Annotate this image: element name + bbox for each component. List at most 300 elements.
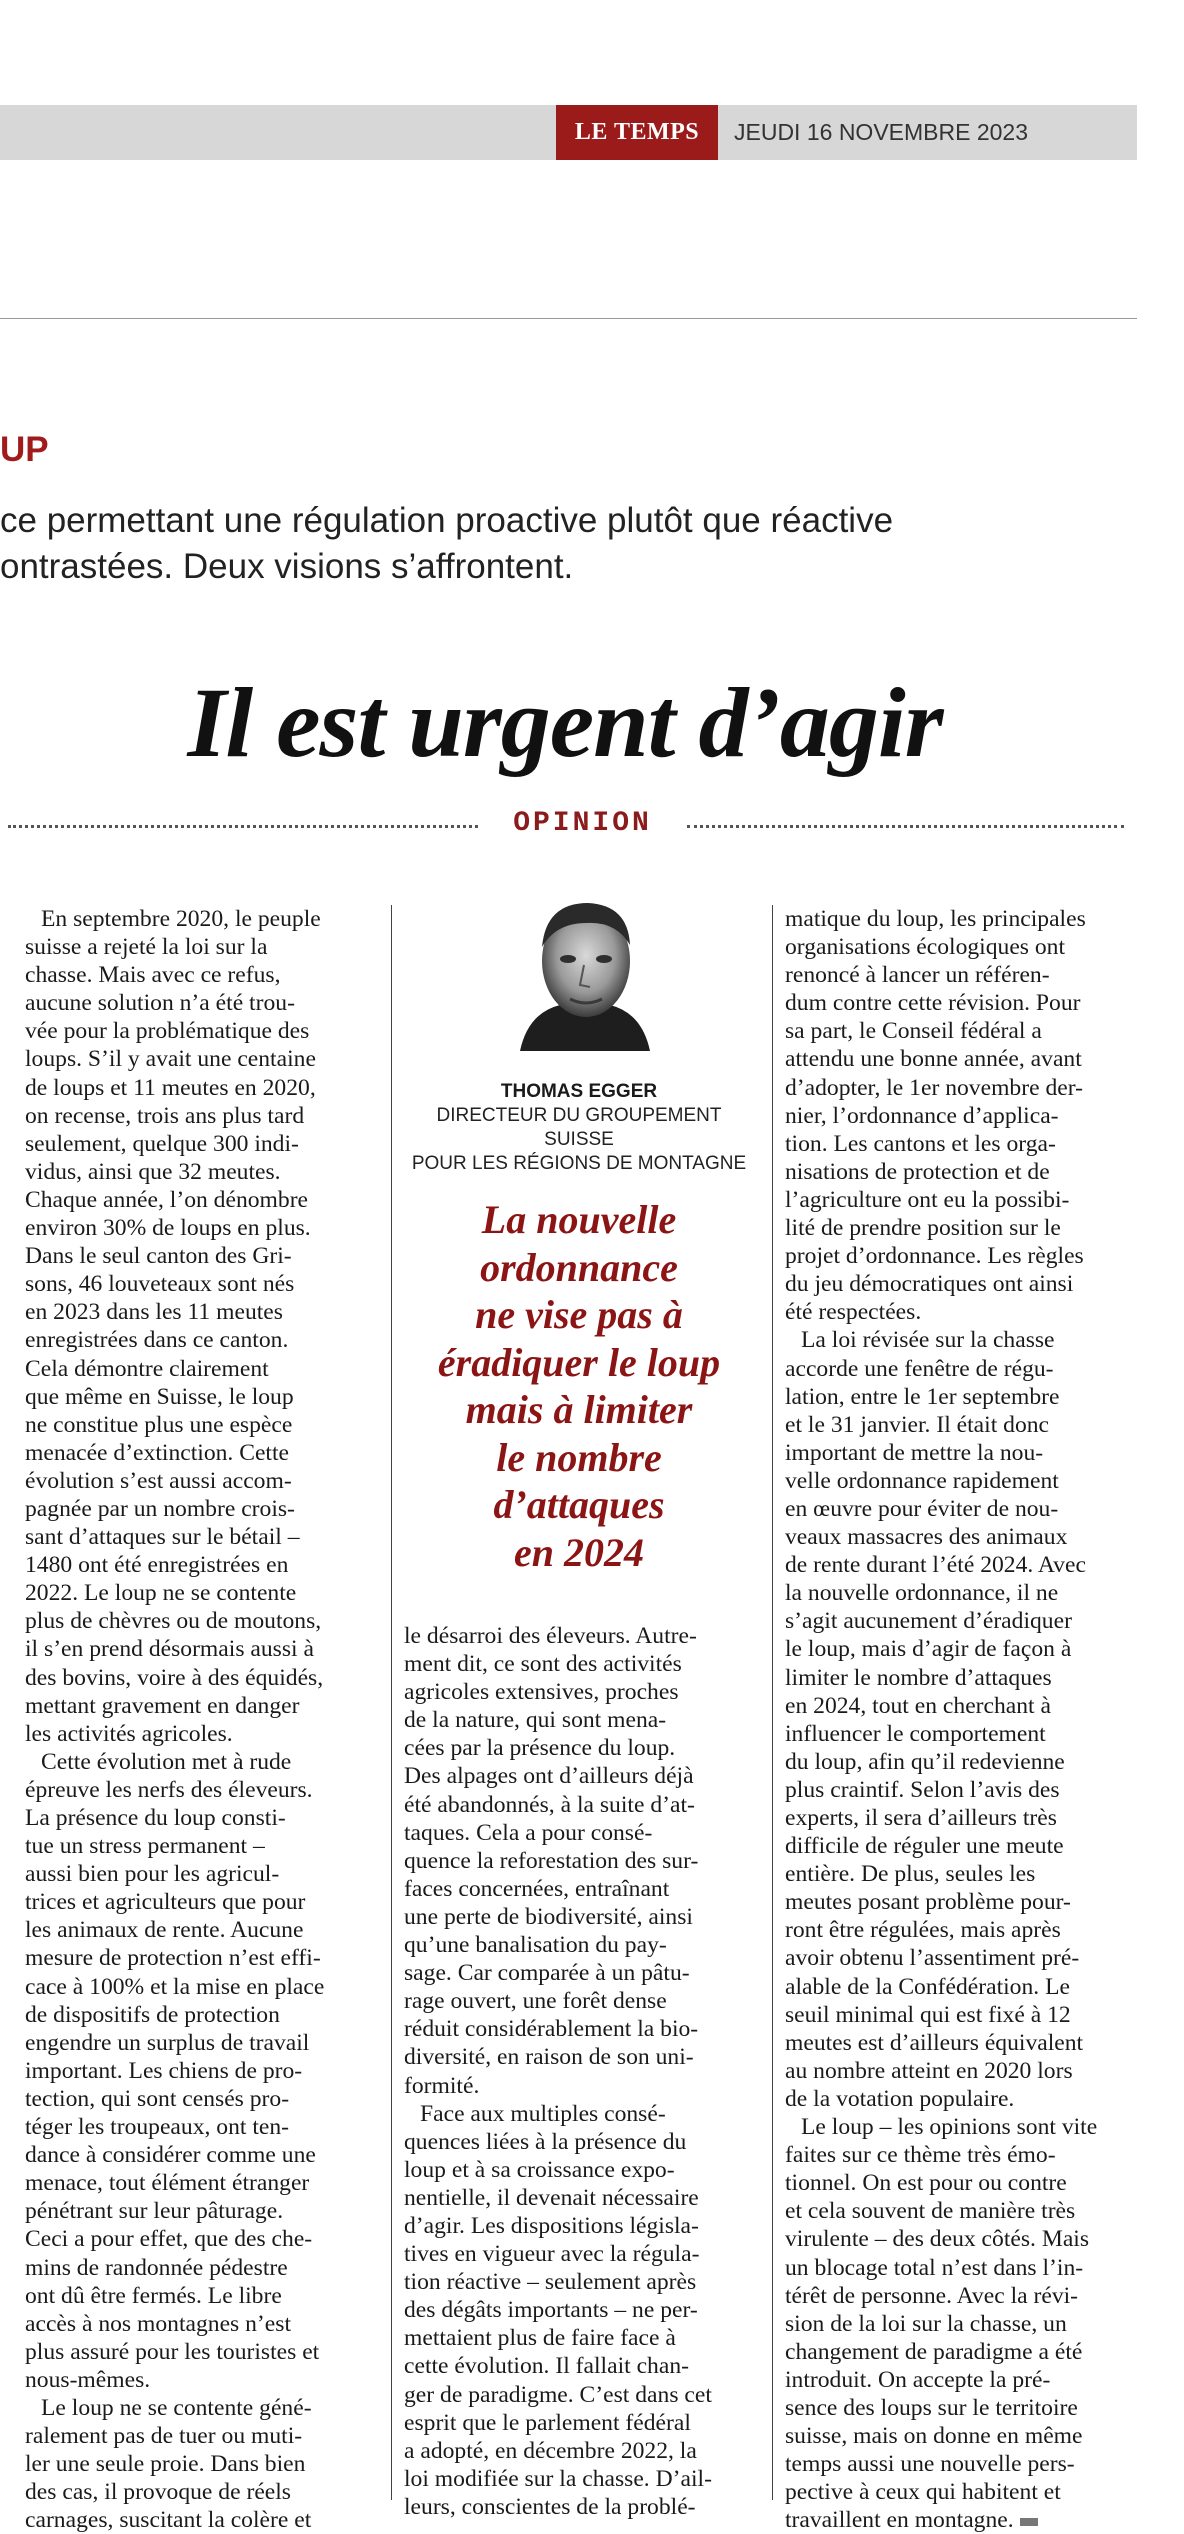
text-line-content: introduit. On accepte la pré- <box>785 2366 1051 2393</box>
text-line-content: La loi révisée sur la chasse <box>801 1327 1055 1354</box>
text-line <box>25 1130 373 1158</box>
text-line-content: environ 30% de loups en plus. <box>25 1215 311 1242</box>
text-line-content: formité. <box>404 2072 480 2099</box>
text-line-content: carnages, suscitant la colère et <box>25 2507 312 2534</box>
text-line <box>785 1411 1137 1439</box>
text-line <box>404 1791 754 1819</box>
text-line-content: influencer le comportement <box>785 1720 1046 1747</box>
text-line <box>785 1888 1137 1916</box>
text-line <box>785 1326 1137 1354</box>
text-line <box>785 2197 1137 2225</box>
text-line <box>25 2057 373 2085</box>
text-line-content: dum contre cette révision. Pour <box>785 990 1081 1017</box>
text-line <box>404 1875 754 1903</box>
article-column-1 <box>25 905 373 2534</box>
text-line-content: sence des loups sur le territoire <box>785 2394 1078 2421</box>
text-line <box>25 1832 373 1860</box>
text-line <box>25 2394 373 2422</box>
text-line-content: enregistrées dans ce canton. <box>25 1327 289 1354</box>
text-line-content: chasse. Mais avec ce refus, <box>25 962 281 989</box>
text-line <box>25 1635 373 1663</box>
text-line-content: loi modifiée sur la chasse. D’ail- <box>404 2465 712 2492</box>
text-line <box>785 1439 1137 1467</box>
text-line <box>785 1298 1137 1326</box>
text-line-content: des cas, il provoque de réels <box>25 2479 291 2506</box>
text-line-content: des bovins, voire à des équidés, <box>25 1664 324 1691</box>
text-line <box>25 2478 373 2506</box>
text-line <box>404 2296 754 2324</box>
text-line <box>785 1748 1137 1776</box>
text-line-content: mettant gravement en danger <box>25 1692 300 1719</box>
text-line <box>25 1860 373 1888</box>
text-line <box>404 1734 754 1762</box>
text-line <box>785 1017 1137 1045</box>
section-label-row <box>0 808 1130 848</box>
text-line-content: rage ouvert, une forêt dense <box>404 1988 667 2015</box>
text-line <box>25 1776 373 1804</box>
text-line <box>785 2282 1137 2310</box>
text-line <box>25 1607 373 1635</box>
text-line <box>785 1186 1137 1214</box>
text-line-content: Dans le seul canton des Gri- <box>25 1243 292 1270</box>
text-line <box>25 2029 373 2057</box>
text-line <box>404 2324 754 2352</box>
text-line <box>25 1664 373 1692</box>
text-line <box>404 1762 754 1790</box>
text-line-content: aussi bien pour les agricul- <box>25 1861 280 1888</box>
text-line <box>25 1467 373 1495</box>
text-line <box>25 1074 373 1102</box>
text-line <box>404 1931 754 1959</box>
text-line <box>785 1270 1137 1298</box>
text-line-content: vidus, ainsi que 32 meutes. <box>25 1158 281 1185</box>
text-line <box>785 1551 1137 1579</box>
text-line <box>25 2338 373 2366</box>
text-line-content: sant d’attaques sur le bétail – <box>25 1524 300 1551</box>
article-column-3 <box>785 905 1137 2534</box>
text-line-content: difficile de réguler une meute <box>785 1833 1064 1860</box>
text-line-content: en 2023 dans les 11 meutes <box>25 1299 283 1326</box>
author-name: THOMAS EGGER <box>500 1081 658 1102</box>
text-line <box>404 2493 754 2521</box>
text-line <box>785 2169 1137 2197</box>
text-line-content: taques. Cela a pour consé- <box>404 1819 653 1846</box>
text-line-content: tue un stress permanent – <box>25 1833 265 1860</box>
text-line <box>785 2310 1137 2338</box>
text-line <box>404 1678 754 1706</box>
text-line <box>404 2100 754 2128</box>
text-line-content: l’agriculture ont eu la possibi- <box>785 1186 1070 1213</box>
text-line-content: d’agir. Les dispositions législa- <box>404 2212 699 2239</box>
text-line-content: cette évolution. Il fallait chan- <box>404 2353 689 2380</box>
text-line-content: ler une seule proie. Dans bien <box>25 2451 306 2478</box>
text-line <box>25 1439 373 1467</box>
text-line-content: Chaque année, l’on dénombre <box>25 1186 309 1213</box>
text-line <box>404 2156 754 2184</box>
text-line-content: la nouvelle ordonnance, il ne <box>785 1580 1059 1607</box>
text-line <box>25 1214 373 1242</box>
text-line-content: le désarroi des éleveurs. Autre- <box>404 1623 697 1649</box>
text-line-content: accès à nos montagnes n’est <box>25 2310 291 2337</box>
pull-quote-line: en 2024 <box>514 1529 644 1575</box>
text-line-content: réduit considérablement la bio- <box>404 2016 699 2043</box>
section-kicker: UP <box>0 430 49 469</box>
text-line-content: épreuve les nerfs des éleveurs. <box>25 1776 313 1803</box>
text-line <box>25 2001 373 2029</box>
text-line <box>785 1804 1137 1832</box>
text-line-content: matique du loup, les principales <box>785 906 1086 932</box>
text-line <box>25 2506 373 2534</box>
text-line-content: les activités agricoles. <box>25 1720 233 1747</box>
text-line <box>25 1355 373 1383</box>
text-line <box>404 2184 754 2212</box>
text-line <box>404 2437 754 2465</box>
text-line-content: plus craintif. Selon l’avis des <box>785 1776 1060 1803</box>
text-line-content: meutes est d’ailleurs équivalent <box>785 2029 1084 2056</box>
text-line-content: plus de chèvres ou de moutons, <box>25 1608 322 1635</box>
text-line <box>785 1467 1137 1495</box>
text-line-content: mettaient plus de faire face à <box>404 2325 676 2352</box>
text-line-content: été abandonnés, à la suite d’at- <box>404 1791 695 1818</box>
text-line <box>25 2169 373 2197</box>
text-line-content: Des alpages ont d’ailleurs déjà <box>404 1763 694 1790</box>
text-line <box>25 933 373 961</box>
text-line-content: ront être régulées, mais après <box>785 1917 1061 1944</box>
text-line <box>785 1045 1137 1073</box>
text-line <box>25 2225 373 2253</box>
text-line-content: avoir obtenu l’assentiment pré- <box>785 1945 1080 1972</box>
text-line-content: nentielle, il devenait nécessaire <box>404 2184 699 2211</box>
text-line-content: térêt de personne. Avec la révi- <box>785 2282 1079 2309</box>
text-line <box>25 2085 373 2113</box>
text-line <box>25 1720 373 1748</box>
text-line <box>404 1650 754 1678</box>
text-line-content: a adopté, en décembre 2022, la <box>404 2437 697 2464</box>
pull-quote-line: ordonnance <box>480 1244 678 1290</box>
text-line-content: du loup, afin qu’il redevienne <box>785 1748 1065 1775</box>
text-line <box>25 2450 373 2478</box>
text-line-content: et le 31 janvier. Il était donc <box>785 1411 1050 1438</box>
text-line-content: du jeu démocratiques ont ainsi <box>785 1271 1074 1298</box>
newspaper-header-bar <box>0 105 1137 160</box>
text-line <box>25 1411 373 1439</box>
text-line <box>404 2043 754 2071</box>
text-line-content: tives en vigueur avec la régula- <box>404 2241 700 2268</box>
text-line <box>25 961 373 989</box>
text-line <box>785 961 1137 989</box>
text-line <box>785 1355 1137 1383</box>
text-line <box>785 1607 1137 1635</box>
text-line <box>785 1944 1137 1972</box>
text-line-content: mins de randonnée pédestre <box>25 2254 288 2281</box>
text-line <box>785 905 1137 933</box>
text-line <box>25 1045 373 1073</box>
text-line-content: sion de la loi sur la chasse, un <box>785 2310 1067 2337</box>
issue-date: JEUDI 16 NOVEMBRE 2023 <box>734 119 1029 145</box>
text-line <box>404 1903 754 1931</box>
text-line-content: limiter le nombre d’attaques <box>785 1664 1052 1691</box>
text-line-content: diversité, en raison de son uni- <box>404 2044 694 2071</box>
text-line-content: attendu une bonne année, avant <box>785 1046 1082 1073</box>
text-line <box>25 1158 373 1186</box>
text-line <box>785 1102 1137 1130</box>
text-line-content: alable de la Confédération. Le <box>785 1973 1070 2000</box>
text-line-content: pective à ceux qui habitent et <box>785 2479 1061 2506</box>
text-line <box>785 1664 1137 1692</box>
text-line <box>25 1495 373 1523</box>
text-line <box>25 1017 373 1045</box>
text-line <box>25 1242 373 1270</box>
text-line <box>785 1692 1137 1720</box>
text-line-content: en œuvre pour éviter de nou- <box>785 1495 1059 1522</box>
text-line <box>785 2366 1137 2394</box>
text-line <box>25 1804 373 1832</box>
text-line-content: des dégâts importants – ne per- <box>404 2297 698 2324</box>
text-line <box>785 1720 1137 1748</box>
text-line-content: Ceci a pour effet, que des che- <box>25 2226 313 2253</box>
newspaper-logo[interactable]: LE TEMPS <box>556 105 718 160</box>
text-line-content: on recense, trois ans plus tard <box>25 1102 305 1129</box>
text-line <box>25 2254 373 2282</box>
text-line-content: il s’en prend désormais aussi à <box>25 1636 314 1663</box>
intro-text <box>0 498 1137 590</box>
text-line <box>404 2465 754 2493</box>
pull-quote-line: d’attaques <box>493 1482 665 1527</box>
author-byline <box>404 1080 754 1176</box>
text-line <box>404 2352 754 2380</box>
text-line <box>785 1973 1137 2001</box>
text-line <box>25 1973 373 2001</box>
text-line-content: qu’une banalisation du pay- <box>404 1932 667 1959</box>
text-line-content: pénétrant sur leur pâturage. <box>25 2198 284 2225</box>
text-line <box>25 2366 373 2394</box>
text-line-content: esprit que le parlement fédéral <box>404 2409 691 2436</box>
text-line <box>785 2450 1137 2478</box>
pull-quote-line: le nombre <box>496 1434 662 1480</box>
text-line-content: nisations de protection et de <box>785 1158 1050 1185</box>
text-line <box>785 2057 1137 2085</box>
text-line-content: Le loup – les opinions sont vite <box>801 2114 1098 2141</box>
text-line-content: au nombre atteint en 2020 lors <box>785 2057 1073 2084</box>
text-line-content: engendre un surplus de travail <box>25 2029 310 2056</box>
text-line-content: cées par la présence du loup. <box>404 1735 676 1762</box>
text-line-content: important de mettre la nou- <box>785 1439 1044 1466</box>
text-line <box>404 2381 754 2409</box>
text-line <box>404 2409 754 2437</box>
text-line-content: important. Les chiens de pro- <box>25 2057 303 2084</box>
text-line-content: velle ordonnance rapidement <box>785 1467 1059 1494</box>
text-line <box>25 1692 373 1720</box>
pull-quote-line: mais à limiter <box>465 1387 693 1432</box>
intro-line: ontrastées. Deux visions s’affrontent. <box>0 547 574 586</box>
text-line <box>785 1832 1137 1860</box>
text-line <box>404 1847 754 1875</box>
text-line-content: tection, qui sont censés pro- <box>25 2085 290 2112</box>
text-line-content: seulement, quelque 300 indi- <box>25 1130 299 1157</box>
text-line <box>25 905 373 933</box>
text-line-content: experts, il sera d’ailleurs très <box>785 1805 1057 1831</box>
text-line-content: plus assuré pour les touristes et <box>25 2338 320 2365</box>
text-line-content: menacée d’extinction. Cette <box>25 1439 290 1466</box>
text-line-content: mesure de protection n’est effi- <box>25 1945 321 1972</box>
text-line <box>404 1959 754 1987</box>
text-line-content: sa part, le Conseil fédéral a <box>785 1018 1042 1045</box>
text-line-content: de loups et 11 meutes en 2020, <box>25 1074 316 1101</box>
text-line <box>785 933 1137 961</box>
text-line <box>25 1270 373 1298</box>
text-line-content: nier, l’ordonnance d’applica- <box>785 1102 1059 1129</box>
text-line <box>25 2310 373 2338</box>
text-line <box>25 1748 373 1776</box>
text-line <box>25 1551 373 1579</box>
text-line-content: tion réactive – seulement après <box>404 2269 697 2296</box>
text-line-content: évolution s’est aussi accom- <box>25 1467 292 1494</box>
text-line-content: s’agit aucunement d’éradiquer <box>785 1608 1072 1635</box>
text-line <box>25 1579 373 1607</box>
text-line-content: veaux massacres des animaux <box>785 1524 1068 1551</box>
text-line-content: En septembre 2020, le peuple <box>41 906 321 932</box>
text-line <box>785 2394 1137 2422</box>
text-line-content: le loup, mais d’agir de façon à <box>785 1636 1072 1663</box>
text-line <box>785 1130 1137 1158</box>
text-line-content: pagnée par un nombre crois- <box>25 1495 295 1522</box>
text-line-content: travaillent en montagne. <box>785 2507 1014 2534</box>
text-line-content: de la votation populaire. <box>785 2085 1015 2112</box>
text-line <box>785 2338 1137 2366</box>
text-line <box>785 2001 1137 2029</box>
text-line-content: une perte de biodiversité, ainsi <box>404 1903 693 1930</box>
text-line <box>25 1944 373 1972</box>
text-line <box>785 1523 1137 1551</box>
text-line <box>25 1298 373 1326</box>
text-line-content: ont dû être fermés. Le libre <box>25 2282 282 2309</box>
text-line <box>785 1214 1137 1242</box>
text-line <box>25 1186 373 1214</box>
text-line-content: sage. Car comparée à un pâtu- <box>404 1960 690 1987</box>
text-line-content: menace, tout élément étranger <box>25 2170 310 2197</box>
text-line <box>785 2029 1137 2057</box>
dotted-rule-right <box>687 825 1124 828</box>
intro-line: ce permettant une régulation proactive plutôt que réactive <box>0 501 894 540</box>
text-line-content: entière. De plus, seules les <box>785 1861 1036 1888</box>
text-line-content: nous-mêmes. <box>25 2366 151 2393</box>
header-rule <box>0 318 1137 319</box>
text-line <box>25 2141 373 2169</box>
text-line-content: faces concernées, entraînant <box>404 1875 670 1902</box>
text-line <box>404 1819 754 1847</box>
text-line-content: Le loup ne se contente géné- <box>41 2394 312 2421</box>
pull-quote <box>404 1196 754 1576</box>
text-line <box>404 2015 754 2043</box>
text-line <box>25 2113 373 2141</box>
text-line <box>25 989 373 1017</box>
text-line <box>25 1326 373 1354</box>
text-line <box>25 1523 373 1551</box>
text-line-content: un blocage total n’est dans l’in- <box>785 2254 1084 2281</box>
text-line <box>785 989 1137 1017</box>
text-line-content: en 2024, tout en cherchant à <box>785 1692 1051 1719</box>
text-line <box>785 1860 1137 1888</box>
text-line-content: tionnel. On est pour ou contre <box>785 2170 1067 2197</box>
text-line <box>785 2225 1137 2253</box>
column-divider <box>772 905 773 2500</box>
text-line <box>785 1495 1137 1523</box>
text-line-content: ment dit, ce sont des activités <box>404 1651 682 1678</box>
text-line <box>785 2113 1137 2141</box>
text-line-content: lité de prendre position sur le <box>785 1215 1061 1242</box>
text-line-content: les animaux de rente. Aucune <box>25 1917 304 1944</box>
text-line <box>785 1579 1137 1607</box>
text-line <box>404 1706 754 1734</box>
text-line-content: changement de paradigme a été <box>785 2338 1083 2365</box>
text-line-content: renoncé à lancer un référen- <box>785 962 1050 989</box>
text-line-content: de dispositifs de protection <box>25 2001 280 2028</box>
author-role: POUR LES RÉGIONS DE MONTAGNE <box>411 1153 747 1174</box>
pull-quote-line: ne vise pas à <box>475 1292 683 1337</box>
text-line <box>785 2085 1137 2113</box>
text-line <box>785 2506 1137 2534</box>
text-line <box>785 1074 1137 1102</box>
text-line-content: de la nature, qui sont mena- <box>404 1707 667 1734</box>
text-line-content: temps aussi une nouvelle pers- <box>785 2451 1075 2478</box>
text-line <box>25 1383 373 1411</box>
text-line <box>785 2478 1137 2506</box>
text-line-content: téger les troupeaux, ont ten- <box>25 2114 290 2141</box>
text-line <box>404 2268 754 2296</box>
text-line <box>404 2240 754 2268</box>
text-line <box>25 2282 373 2310</box>
text-line-content: suisse a rejeté la loi sur la <box>25 934 268 961</box>
text-line-content: projet d’ordonnance. Les règles <box>785 1243 1084 1270</box>
dotted-rule-left <box>8 825 478 828</box>
text-line-content: lation, entre le 1er septembre <box>785 1383 1060 1410</box>
text-line-content: suisse, mais on donne en même <box>785 2423 1083 2450</box>
text-line <box>25 1888 373 1916</box>
text-line <box>785 2141 1137 2169</box>
text-line <box>785 1635 1137 1663</box>
text-line-content: loup et à sa croissance expo- <box>404 2156 675 2183</box>
text-line-content: été respectées. <box>785 1299 922 1326</box>
text-line-content: 2022. Le loup ne se contente <box>25 1580 297 1607</box>
text-line <box>785 2254 1137 2282</box>
text-line-content: meutes posant problème pour- <box>785 1889 1071 1916</box>
text-line-content: 1480 ont été enregistrées en <box>25 1552 289 1579</box>
opinion-label: OPINION <box>513 808 652 839</box>
pull-quote-line: La nouvelle <box>481 1197 677 1242</box>
end-of-article-mark <box>1020 2518 1038 2526</box>
text-line <box>25 2422 373 2450</box>
text-line-content: ger de paradigme. C’est dans cet <box>404 2381 712 2408</box>
text-line-content: seuil minimal qui est fixé à 12 <box>785 2001 1071 2028</box>
text-line-content: aucune solution n’a été trou- <box>25 990 295 1017</box>
text-line-content: quences liées à la présence du <box>404 2128 687 2155</box>
text-line <box>404 1622 754 1650</box>
text-line <box>785 1383 1137 1411</box>
text-line-content: leurs, conscientes de la problé- <box>404 2493 696 2520</box>
text-line <box>25 1916 373 1944</box>
text-line-content: agricoles extensives, proches <box>404 1679 679 1706</box>
text-line-content: et cela souvent de manière très <box>785 2198 1076 2225</box>
column-divider <box>391 905 392 2500</box>
pull-quote-line: éradiquer le loup <box>437 1339 721 1385</box>
text-line-content: Face aux multiples consé- <box>420 2100 666 2127</box>
text-line <box>785 1158 1137 1186</box>
text-line-content: trices et agriculteurs que pour <box>25 1889 306 1916</box>
text-line-content: cace à 100% et la mise en place <box>25 1973 325 2000</box>
text-line <box>404 2212 754 2240</box>
text-line <box>785 1242 1137 1270</box>
text-line <box>404 1987 754 2015</box>
